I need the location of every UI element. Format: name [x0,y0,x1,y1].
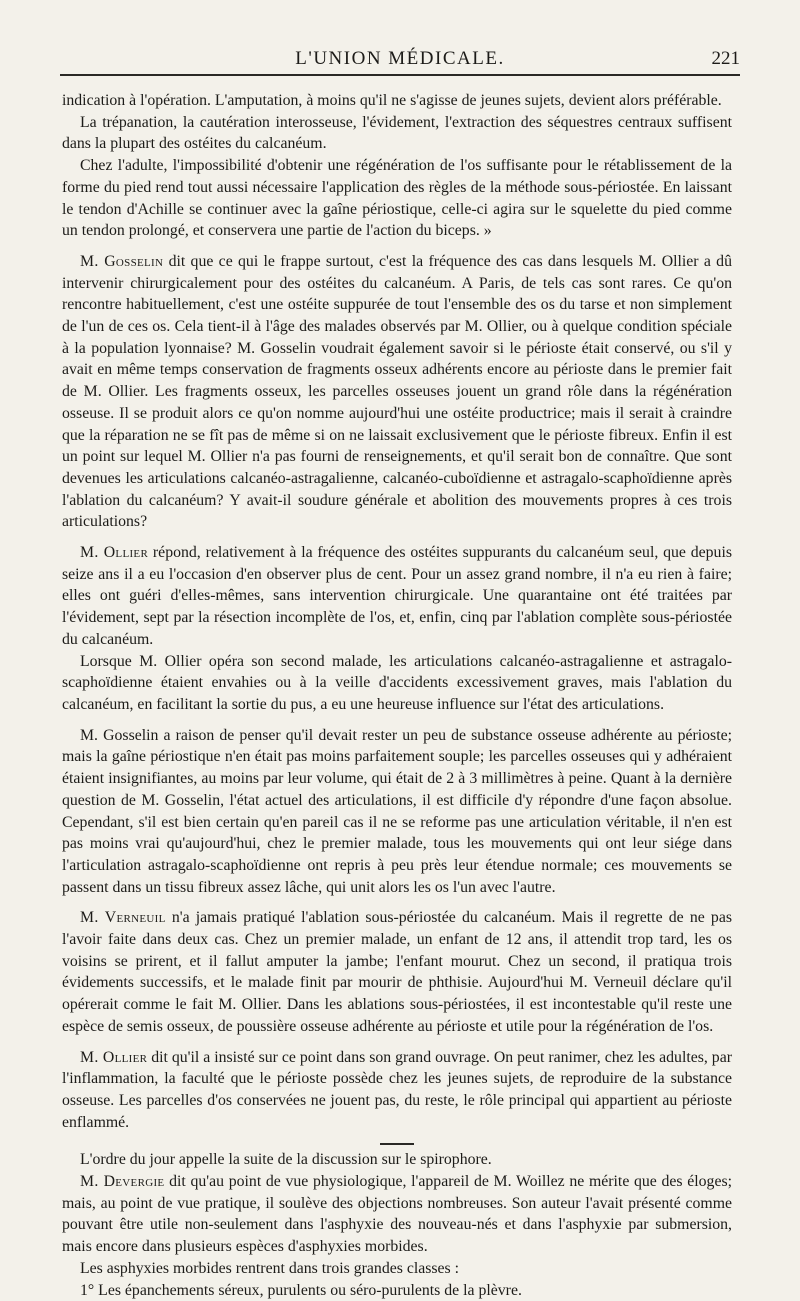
paragraph-text: Lorsque M. Ollier opéra son second malade, les articulations calcanéo-astragalienne et astragalo-scaphoïdienne étaient envahies ou à la veille d'accidents excessivement graves, mais l'ablation du calcanéum, en facilitant la sortie du pus, a eu une heureuse influence sur l'état des articulations. [62,652,732,713]
paragraph-second-patient [62,651,732,716]
paragraph-text: M. Gosselin a raison de penser qu'il devait rester un peu de substance osseuse adhérente au périoste; mais la gaîne périostique n'en était pas moins parfaitement souple; les parcelles osseuses qui y adhéraient étaient insignifiantes, au moins par leur volume, qui était de 2 à 3 millimètres à peine. Quant à la dernière question de M. Gosselin, l'état actuel des articulations, il est difficile d'y répondre d'une façon absolue. Cependant, s'il est bien certain qu'en pareil cas il ne se reforme pas une articulation véritable, il n'en est pas moins vrai qu'aujourd'hui, chez le premier malade, tous les mouvements qui ont leur siége dans l'articulation astragalo-scaphoïdienne ont repris à peu près leur étendue normale; ces mouvements se passent dans un tissu fibreux assez lâche, qui unit alors les os l'un avec l'autre. [62,726,732,896]
speaker-name: M. Ollier [80,544,149,562]
paragraph-gosselin-reason [62,725,732,899]
paragraph-text: dit qu'il a insisté sur ce point dans son grand ouvrage. On peut ranimer, chez les adultes, par l'inflammation, la faculté que le périoste possède chez les jeunes sujets, de reproduire de la substance osseuse. Les parcelles d'os conservées ne jouent pas, du reste, le rôle principal qui appartient au périoste enflammé. [62,1048,732,1131]
speaker-name: M. Devergie [80,1173,165,1191]
paragraph-preface-end [62,90,732,112]
paragraph-asphyxia-classes [62,1258,732,1280]
paragraph-adult [62,155,732,242]
speaker-name: M. Gosselin [80,252,164,270]
page-number: 221 [711,48,740,69]
paragraph-text: Chez l'adulte, l'impossibilité d'obtenir une régénération de l'os suffisante pour le rétablissement de la forme du pied rend tout aussi nécessaire l'application des règles de la méthode sous-périostée. En laissant le tendon d'Achille se continuer avec la gaîne périostique, celle-ci agira sur le squelette du pied comme un tendon prolongé, et conservera une partie de l'action du biceps. » [62,157,732,240]
paragraph-verneuil [62,907,732,1037]
paragraph-text: 1° Les épanchements séreux, purulents ou séro-purulents de la plèvre. [80,1281,522,1299]
paragraph-text: répond, relativement à la fréquence des ostéites suppurants du calcanéum seul, que depuis seize ans il a eu l'occasion d'en observer plus de cent. Pour un assez grand nombre, il n'a eu rien à faire; elles ont guéri d'elles-mêmes, sans intervention chirurgicale. Une quarantaine ont été traitées par l'évidement, sept par la résection incomplète de l'os, et, enfin, cinq par l'ablation complète sous-périostée du calcanéum. [62,544,732,648]
paragraph-text: La trépanation, la cautération interosseuse, l'évidement, l'extraction des séquestres centraux suffisent dans la plupart des ostéites du calcanéum. [62,113,732,153]
paragraph-text: dit que ce qui le frappe surtout, c'est la fréquence des cas dans lesquels M. Ollier a dû intervenir chirurgicalement pour des ostéites du calcanéum. A Paris, de tels cas sont rares. Ce qu'on rencontre habituellement, c'est une ostéite suppurée de tout l'ensemble des os du tarse et non simplement de l'un de ces os. Cela tient-il à l'âge des malades observés par M. Ollier, ou à quelque condition spéciale à la population lyonnaise? M. Gosselin voudrait également savoir si le périoste était conservé, ou s'il y avait en même temps conservation de fragments osseux adhérents encore au périoste dans le premier fait de M. Ollier. Les fragments osseux, les parcelles osseuses jouent un grand rôle dans la régénération osseuse. Il se produit alors ce qu'on nomme aujourd'hui une ostéite productrice; mais il serait à craindre que la réparation ne se fît pas de même si on ne laissait exclusivement que le périoste fibreux. Enfin il est un point sur lequel M. Ollier n'a pas fourni de renseignements, et qu'il serait bon de connaître. Que sont devenues les articulations calcanéo-astragalienne, calcanéo-cuboïdienne et astragalo-scaphoïdienne après l'ablation du calcanéum? Y avait-il soudure générale et abolition des mouvements propres à ces trois articulations? [62,252,732,531]
paragraph-text: n'a jamais pratiqué l'ablation sous-périostée du calcanéum. Mais il regrette de ne pas l'avoir faite dans deux cas. Chez un premier malade, un enfant de 12 ans, il attendit trop tard, les os voisins se prirent, et il fallut amputer la jambe; l'enfant mourut. Chez un second, il pratiqua trois évidements successifs, et le malade finit par mourir de phthisie. Aujourd'hui M. Verneuil déclare qu'il opérerait comme le fait M. Ollier. Dans les ablations sous-périostées, il est incontestable qu'il reste une espèce de semis osseux, de poussière osseuse adhérente au périoste et utile pour la régénération de l'os. [62,909,732,1035]
running-title: L'UNION MÉDICALE. [295,48,505,69]
paragraph-devergie [62,1171,732,1258]
paragraph-text: dit qu'au point de vue physiologique, l'appareil de M. Woillez ne mérite que des éloges; mais, au point de vue pratique, il soulève des objections nombreuses. Son auteur l'avait présenté comme pouvant être utile non-seulement dans l'asphyxie des nouveau-nés et dans l'asphyxie par submersion, mais encore dans plusieurs espèces d'asphyxies morbides. [62,1173,733,1256]
paragraph-text: Les asphyxies morbides rentrent dans trois grandes classes : [80,1259,460,1277]
paragraph-trepanation [62,112,732,155]
paragraph-ollier-insisted [62,1047,732,1134]
paragraph-pleural-effusions [62,1280,732,1301]
paragraph-text: indication à l'opération. L'amputation, à moins qu'il ne s'agisse de jeunes sujets, devient alors préférable. [62,92,722,109]
paragraph-text: L'ordre du jour appelle la suite de la discussion sur le spirophore. [80,1151,492,1169]
paragraph-order-of-day [62,1149,732,1171]
speaker-name: M. Ollier [80,1048,148,1066]
section-separator [380,1143,414,1145]
paragraph-gosselin-question [62,251,732,533]
paragraph-ollier-reply [62,542,732,651]
article-body [62,90,732,1301]
page-header [60,40,740,76]
speaker-name: M. Verneuil [80,909,166,927]
